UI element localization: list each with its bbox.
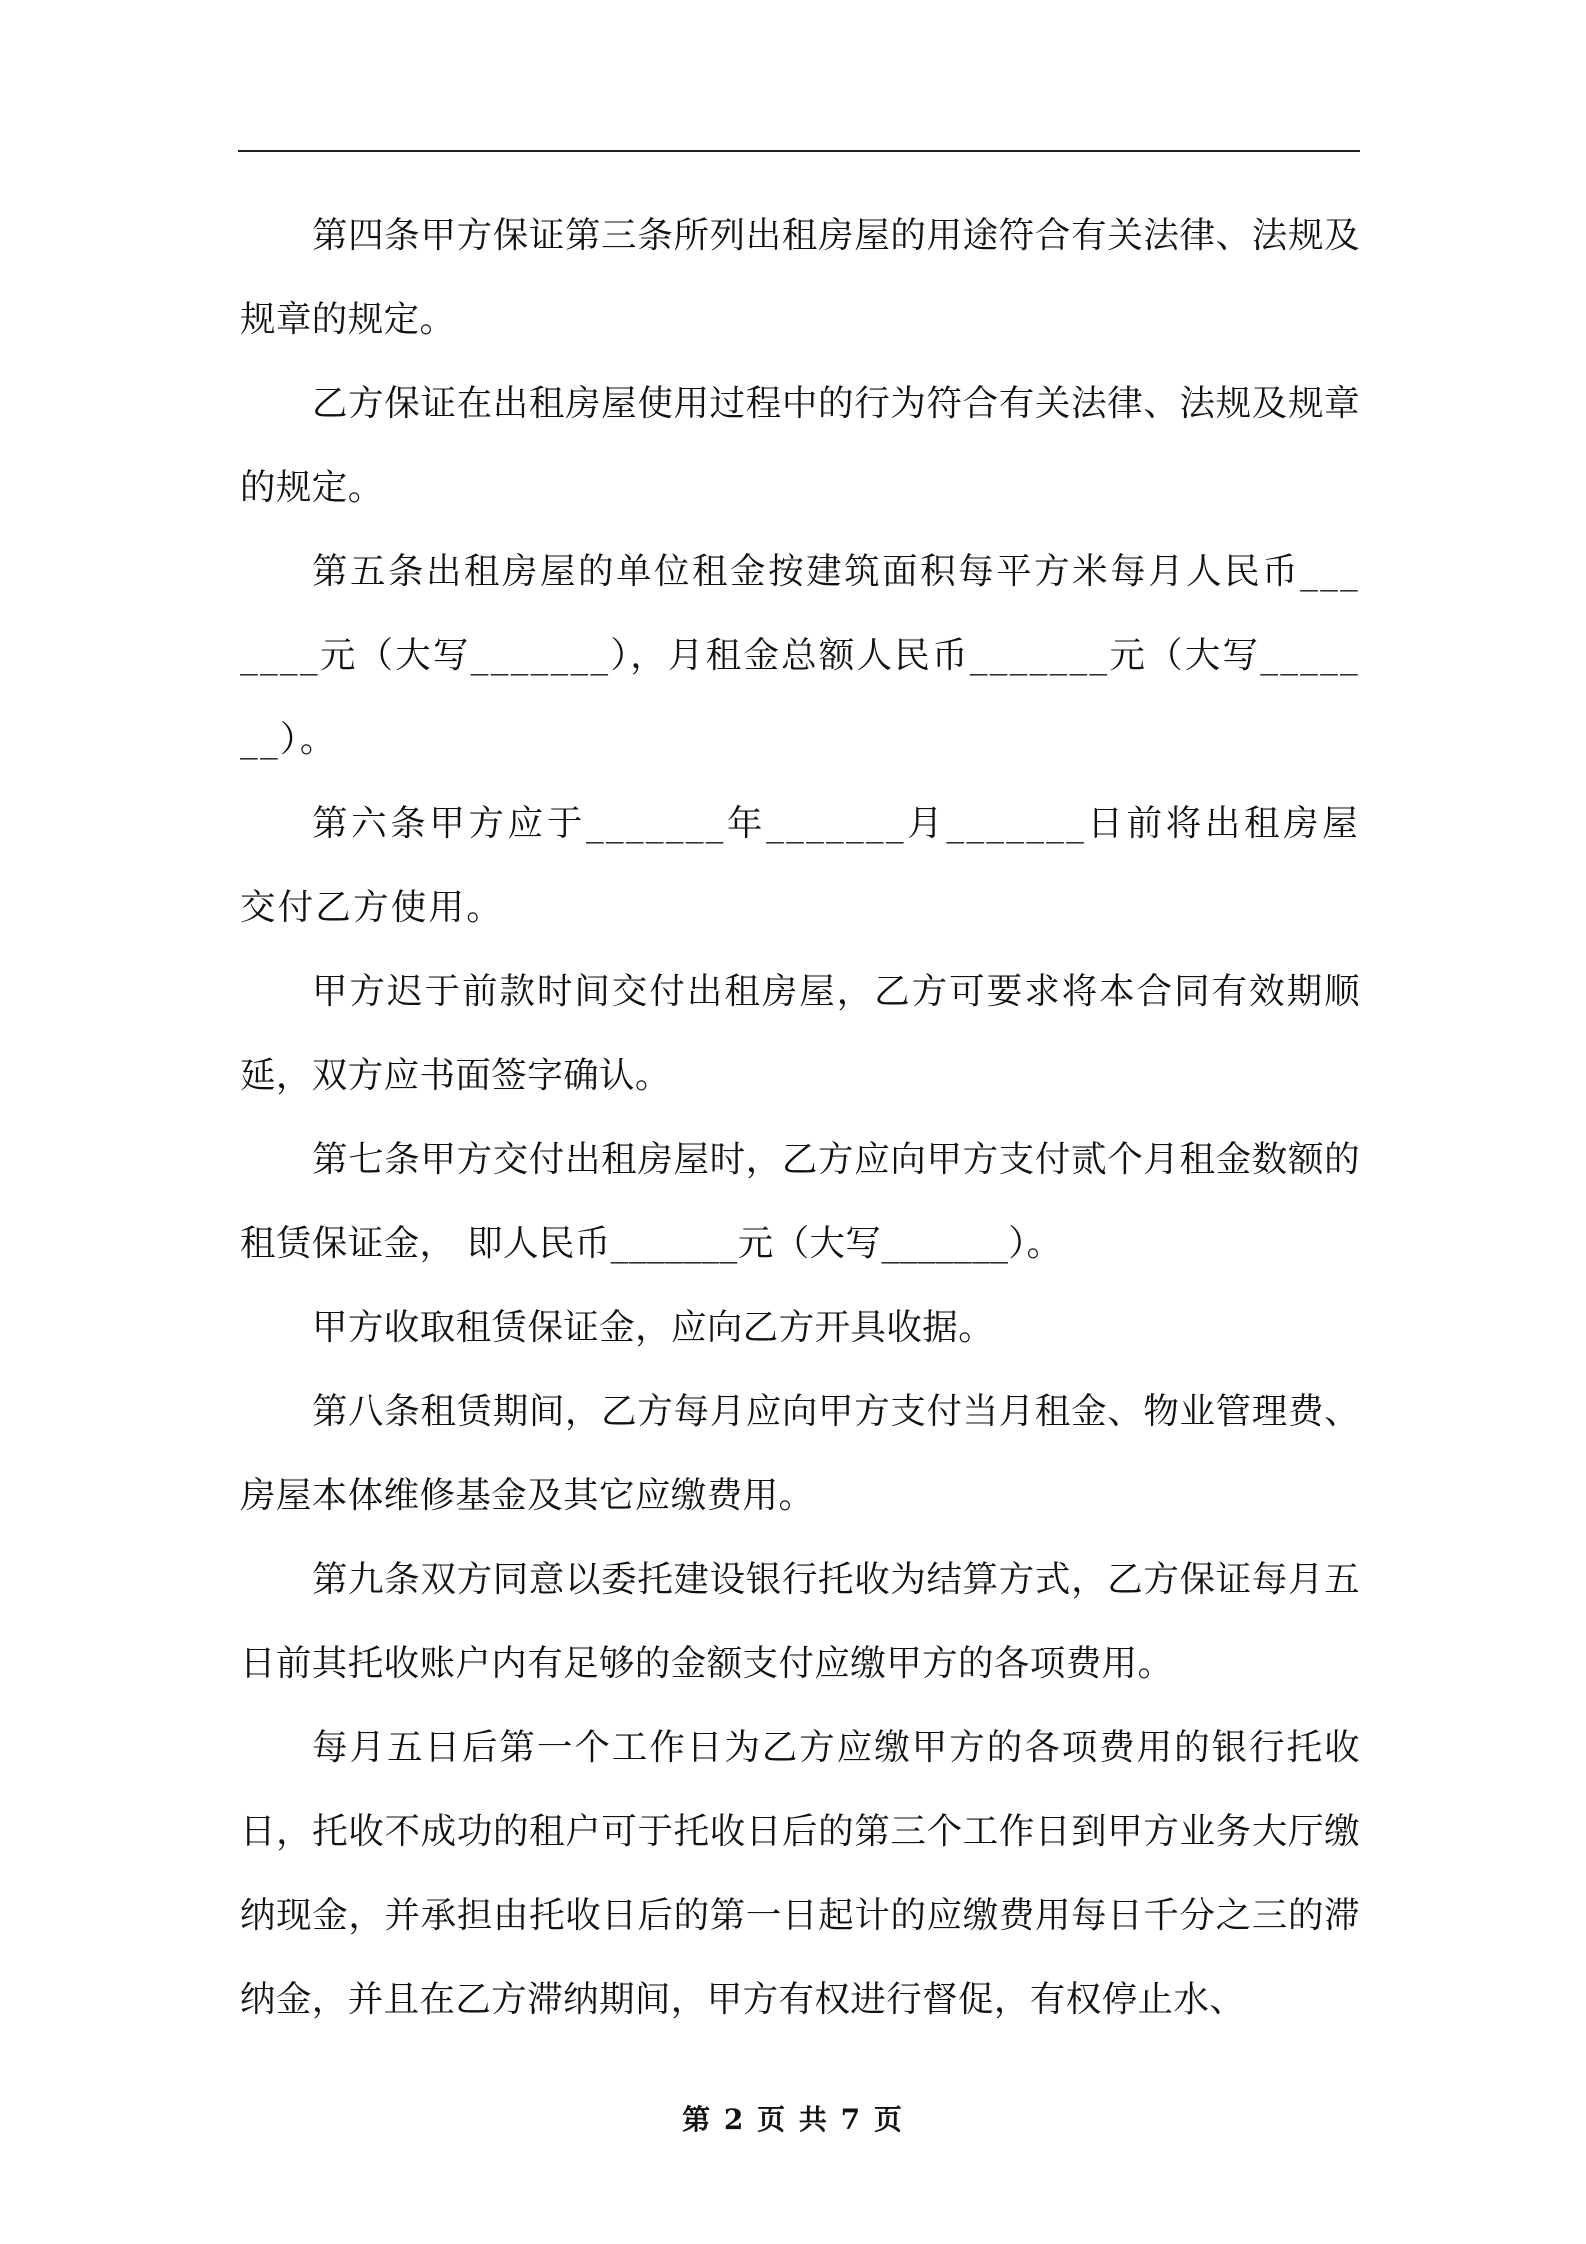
document-body [240,194,1360,2042]
paragraph-party-b-guarantee: 乙方保证在出租房屋使用过程中的行为符合有关法律、法规及规章的规定。 [240,383,1360,508]
page-number: 第 2 页 共 7 页 [682,2103,904,2136]
paragraph-article-4: 第四条甲方保证第三条所列出租房屋的用途符合有关法律、法规及规章的规定。 [240,215,1360,340]
paragraph-late-delivery: 甲方迟于前款时间交付出租房屋，乙方可要求将本合同有效期顺延，双方应书面签字确认。 [240,971,1360,1096]
paragraph-article-5: 第五条出租房屋的单位租金按建筑面积每平方米每月人民币_______元（大写_______），月租金总额人民币_______元（大写_______）。 [240,551,1360,760]
header-rule [238,150,1360,152]
paragraph-article-8: 第八条租赁期间，乙方每月应向甲方支付当月租金、物业管理费、房屋本体维修基金及其它应缴费用。 [240,1391,1360,1516]
paragraph-article-7: 第七条甲方交付出租房屋时，乙方应向甲方支付贰个月租金数额的租赁保证金， 即人民币_______元（大写_______）。 [240,1139,1360,1264]
paragraph-receipt: 甲方收取租赁保证金，应向乙方开具收据。 [312,1307,995,1348]
paragraph-collection-day: 每月五日后第一个工作日为乙方应缴甲方的各项费用的银行托收日，托收不成功的租户可于托收日后的第三个工作日到甲方业务大厅缴纳现金，并承担由托收日后的第一日起计的应缴费用每日千分之三的滞纳金，并且在乙方滞纳期间，甲方有权进行督促，有权停止水、 [240,1727,1360,2020]
paragraph-article-9: 第九条双方同意以委托建设银行托收为结算方式，乙方保证每月五日前其托收账户内有足够的金额支付应缴甲方的各项费用。 [240,1559,1360,1684]
paragraph-article-6: 第六条甲方应于_______年_______月_______日前将出租房屋交付乙方使用。 [240,803,1360,928]
